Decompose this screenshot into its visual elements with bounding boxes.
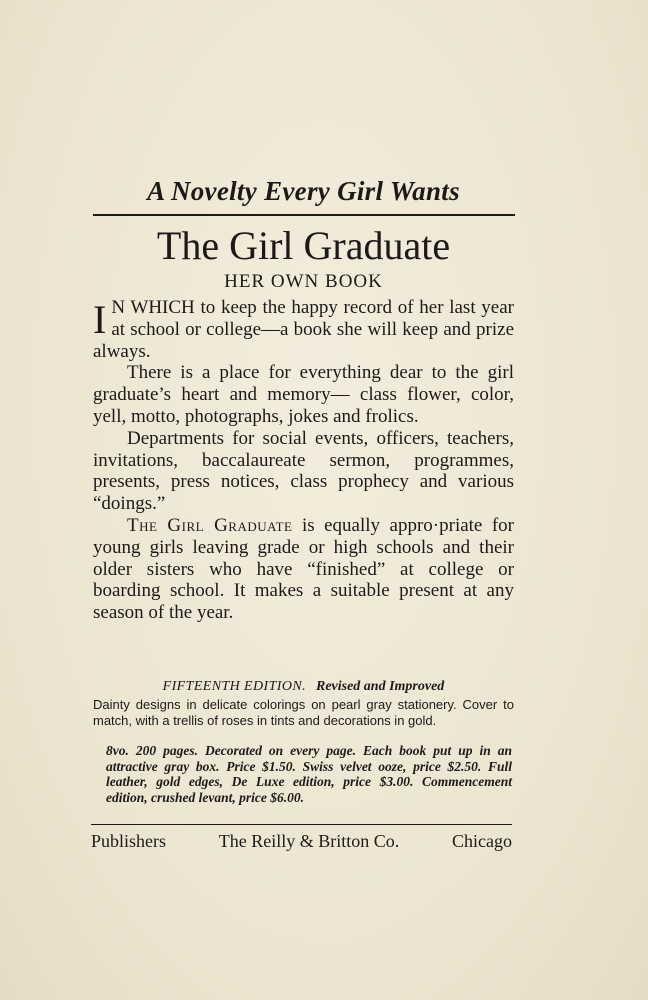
drop-cap: I	[93, 297, 107, 342]
paragraph-departments: Departments for social events, officers, teachers, invitations, baccalaureate sermon, programmes, presents, press notices, class prophecy and various “doings.”	[93, 427, 514, 515]
description-body	[93, 297, 514, 624]
edition-line	[93, 679, 514, 695]
bottom-rule	[91, 824, 512, 825]
publisher-city: Chicago	[451, 831, 512, 851]
price-specs: 8vo. 200 pages. Decorated on every page. Each book put up in an attractive gray box. Price $1.50. Swiss velvet ooze, price $2.50. Full leather, gold edges, De Luxe edition, price $3.00. Commencement edition, crushed levant, price $6.00.	[106, 743, 512, 805]
audience-text: is equally appro·priate for young girls leaving grade or high schools and their older sisters who have “finished” at college or boarding school. It makes a suitable present at any season of the year.	[93, 514, 515, 624]
edition-revised: Revised and Improved	[315, 679, 445, 694]
paragraph-audience	[93, 515, 514, 624]
publisher-name: The Reilly & Britton Co.	[218, 831, 400, 851]
top-rule	[93, 214, 515, 216]
book-subtitle: HER OWN BOOK	[224, 271, 383, 292]
paragraph-contents: There is a place for everything dear to the girl graduate’s heart and memory— class flower, color, yell, motto, photographs, jokes and frolics.	[93, 362, 514, 427]
intro-text: to keep the happy record of her last year at school or college—a book she will keep and prize always.	[93, 297, 514, 362]
intro-paragraph	[93, 297, 514, 362]
book-title: The Girl Graduate	[156, 223, 451, 268]
publishers-label: Publishers	[91, 831, 167, 851]
book-name-smallcaps: The Girl Graduate	[127, 514, 293, 536]
design-description: Dainty designs in delicate colorings on pearl gray stationery. Cover to match, with a trellis of roses in tints and decorations in gold.	[93, 697, 514, 728]
intro-lead: N WHICH	[111, 297, 195, 318]
tagline: A Novelty Every Girl Wants	[147, 176, 460, 206]
publisher-footer	[91, 831, 512, 852]
edition-label: FIFTEENTH EDITION.	[162, 679, 306, 694]
